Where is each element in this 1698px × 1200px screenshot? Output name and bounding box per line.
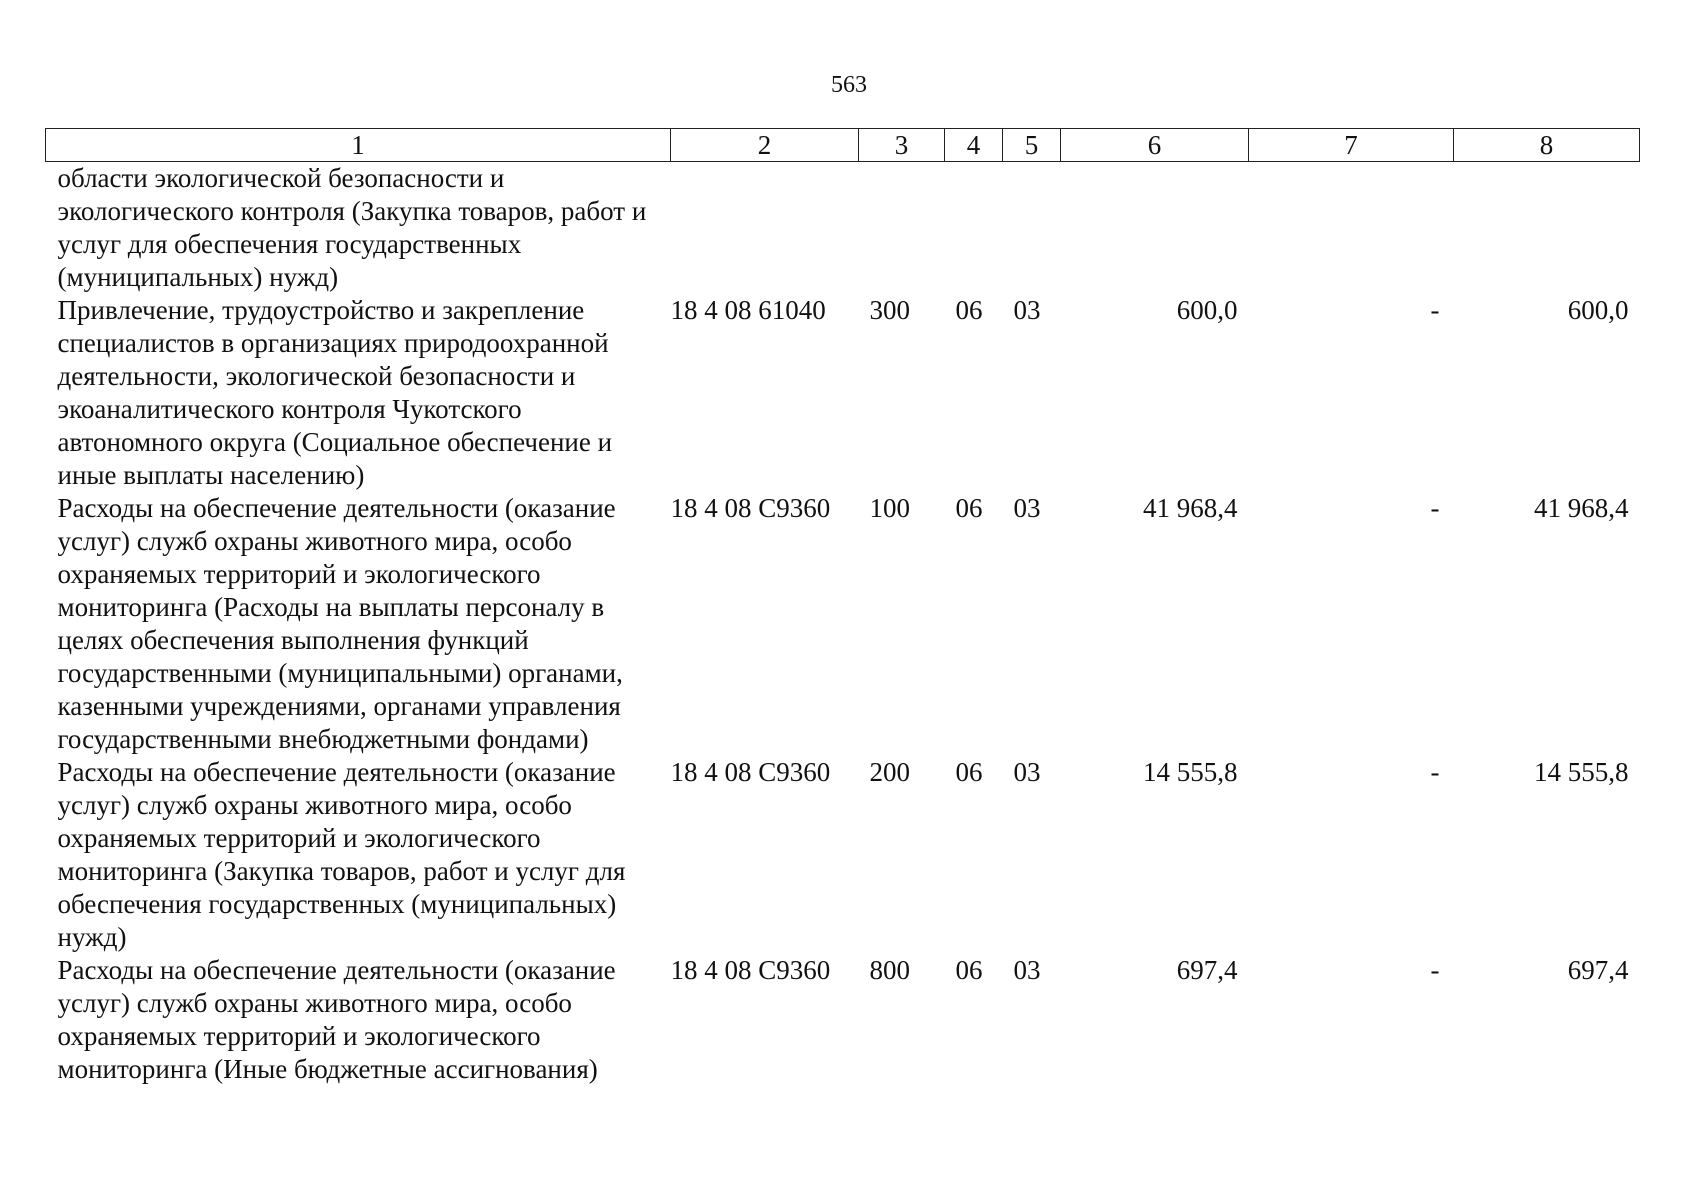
amount-value: 41 968,4 [1143,493,1238,523]
expense-type-code: 200 [869,757,910,787]
expense-type-code: 300 [869,295,910,325]
column-header-7: 7 [1249,129,1454,162]
expense-type-code [859,162,945,295]
target-article-code: 18 4 08 C9360 [670,757,831,787]
amount-value: 600,0 [1176,295,1238,325]
column-header-5: 5 [1003,129,1061,162]
section-code: 06 [955,493,983,523]
column-header-2: 2 [671,129,859,162]
row-description: Расходы на обеспечение деятельности (оказание услуг) служб охраны животного мира, особо охраняемых территорий и экологического мониторинга (Расходы на выплаты персоналу в целях обеспечения выполнения функций государственными (муниципальными) органами, казенными учреждениями, органами управления государственными внебюджетными фондами) [57,493,623,754]
table-row [46,954,1640,1086]
table-row [46,294,1640,492]
target-article-code [671,162,859,295]
change-value: - [1430,955,1440,985]
table-row [46,756,1640,954]
target-article-code: 18 4 08 61040 [670,295,826,325]
expense-type-code: 800 [869,955,910,985]
column-header-6: 6 [1061,129,1249,162]
subsection-code: 03 [1013,295,1041,325]
row-description: области экологической безопасности и экологического контроля (Закупка товаров, работ и услуг для обеспечения государственных (муниципальных) нужд) [57,163,647,292]
row-description: Расходы на обеспечение деятельности (оказание услуг) служб охраны животного мира, особо охраняемых территорий и экологического мониторинга (Закупка товаров, работ и услуг для обеспечения государственных (муниципальных) нужд) [57,757,626,952]
column-number-header-row [46,129,1640,162]
row-description: Расходы на обеспечение деятельности (оказание услуг) служб охраны животного мира, особо охраняемых территорий и экологического мониторинга (Иные бюджетные ассигнования) [57,955,616,1084]
section-code: 06 [955,955,983,985]
amount-value: 697,4 [1176,955,1238,985]
page-number: 563 [831,72,867,98]
column-header-1: 1 [46,129,671,162]
subsection-code: 03 [1013,493,1041,523]
target-article-code: 18 4 08 C9360 [670,493,831,523]
section-code: 06 [955,757,983,787]
change-value [1249,162,1454,295]
expense-type-code: 100 [869,493,910,523]
column-header-3: 3 [859,129,945,162]
subsection-code: 03 [1013,955,1041,985]
change-value: - [1430,757,1440,787]
amount-value [1061,162,1249,295]
total-value [1454,162,1640,295]
total-value: 14 555,8 [1534,757,1629,787]
total-value: 697,4 [1567,955,1629,985]
subsection-code [1003,162,1061,295]
change-value: - [1430,493,1440,523]
column-header-8: 8 [1454,129,1640,162]
subsection-code: 03 [1013,757,1041,787]
change-value: - [1430,295,1440,325]
table-row [46,492,1640,756]
section-code: 06 [955,295,983,325]
total-value: 600,0 [1567,295,1629,325]
column-header-4: 4 [945,129,1003,162]
target-article-code: 18 4 08 C9360 [670,955,831,985]
section-code [945,162,1003,295]
budget-table [45,128,1640,1086]
total-value: 41 968,4 [1534,493,1629,523]
row-description: Привлечение, трудоустройство и закрепление специалистов в организациях природоохранной деятельности, экологической безопасности и экоаналитического контроля Чукотского автономного округа (Социальное обеспечение и иные выплаты населению) [57,295,613,490]
amount-value: 14 555,8 [1143,757,1238,787]
table-row [46,162,1640,295]
